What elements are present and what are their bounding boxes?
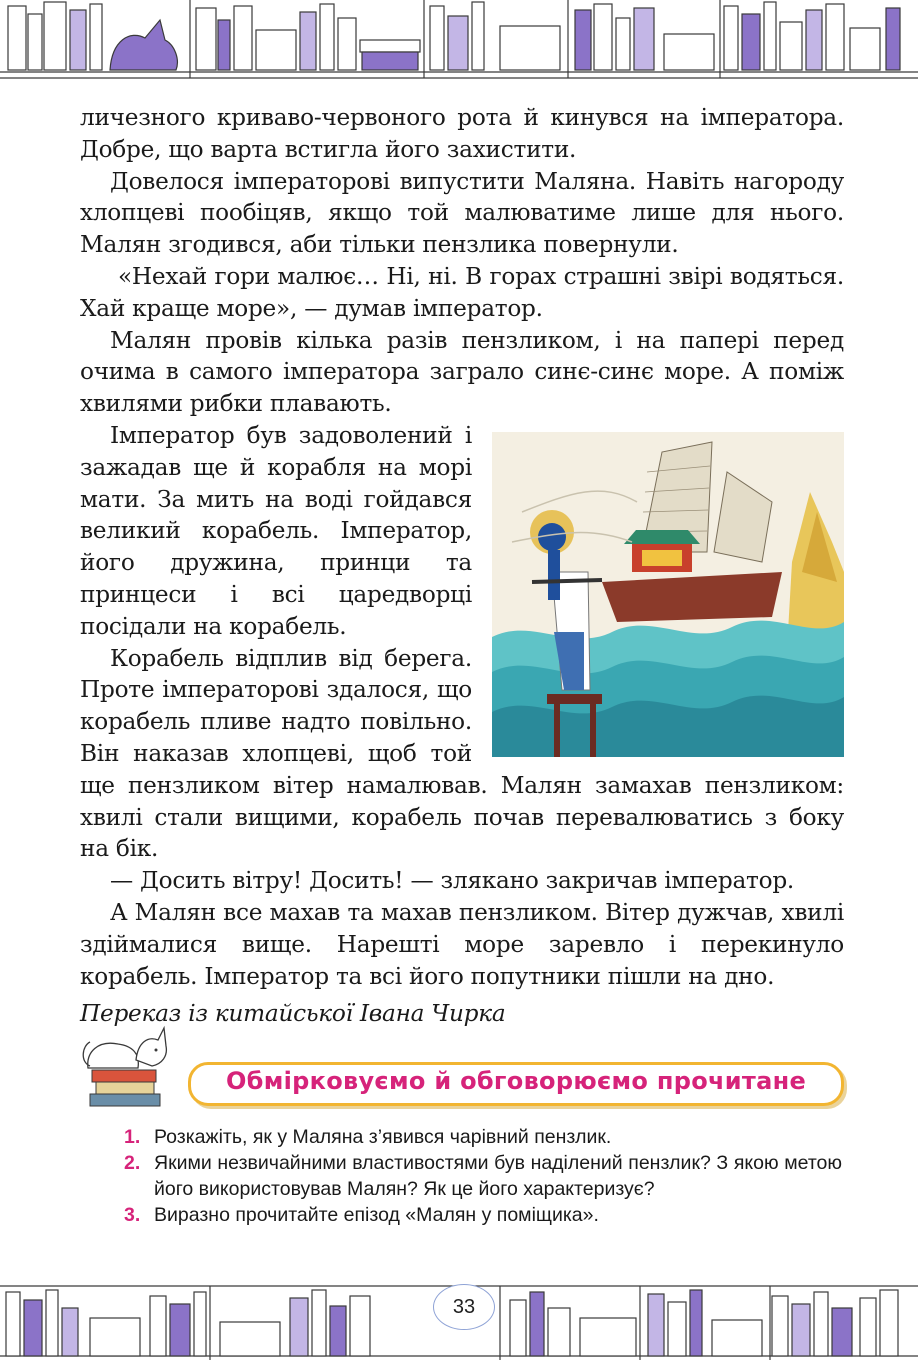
question-number: 2.: [124, 1152, 141, 1174]
question-text: Розкажіть, як у Маляна з’явився чарівний пензлик.: [154, 1126, 612, 1148]
story-paragraph: Імператор був задоволений і зажадав ще й корабля на морі мати. За мить на воді гойдався великий корабель. Імператор, його дружина, принци та принцеси і всі царедворці посідали на корабель.: [80, 421, 472, 640]
cat-on-books-icon: [78, 1022, 168, 1110]
story-paragraph: личезного кривавo-червоного рота й кинувся на імператора. Добре, що варта встигла його захистити.: [80, 104, 844, 163]
question-list: [124, 1124, 842, 1228]
story-paragraph: — Досить вітру! Досить! — злякано закричав імператор.: [110, 867, 795, 895]
story-paragraph: А Малян все махав та махав пензликом. Вітер дужчав, хвилі здіймалися вище. Нарешті море заревло і перекинуло корабель. Імператор та всі його попутники пішли на дно.: [80, 898, 844, 990]
question-text: Виразно прочитайте епізод «Малян у поміщика».: [154, 1204, 599, 1226]
discussion-banner: [188, 1062, 844, 1106]
list-item: [124, 1150, 842, 1202]
question-number: 1.: [124, 1126, 141, 1148]
list-item: [124, 1202, 842, 1228]
page-number: 33: [433, 1284, 495, 1330]
story-paragraph: Довелося імператорові випустити Маляна. Навіть нагороду хлопцеві пообіцяв, якщо той малюватиме лише для нього. Малян згодився, аби тільки пензлика повернули.: [80, 167, 844, 259]
discussion-header: [78, 1022, 848, 1110]
top-bookshelf-decoration: [0, 0, 918, 82]
ship-and-boy-painting-illustration: [492, 432, 844, 757]
story-paragraph: Малян провів кілька разів пензликом, і на папері перед очима в самого імператора заграло синє-синє море. А поміж хвилями рибки плавають.: [80, 326, 844, 418]
story-paragraph: «Нехай гори малює… Ні, ні. В горах страшні звірі водяться. Хай краще море», — думав імператор.: [80, 262, 844, 322]
question-number: 3.: [124, 1204, 141, 1226]
story-attribution: Переказ із китайської Івана Чирка: [80, 1000, 506, 1028]
story-paragraph: Корабель відплив від берега. Проте імператорові здалося, що корабель пливе надто повільно. Він наказав хлопцеві, щоб той ще пензликом вітер намалював. Малян замахав пензликом: хвилі стали вищими, корабель почав перевалюватись з боку на бік.: [80, 644, 844, 863]
story-text: [80, 102, 844, 1030]
question-text: Якими незвичайними властивостями був наділений пензлик? З якою метою його використовував Малян? Як це його характеризує?: [154, 1152, 842, 1200]
discussion-title: Обмірковуємо й обговорюємо прочитане: [225, 1067, 807, 1095]
list-item: [124, 1124, 842, 1150]
